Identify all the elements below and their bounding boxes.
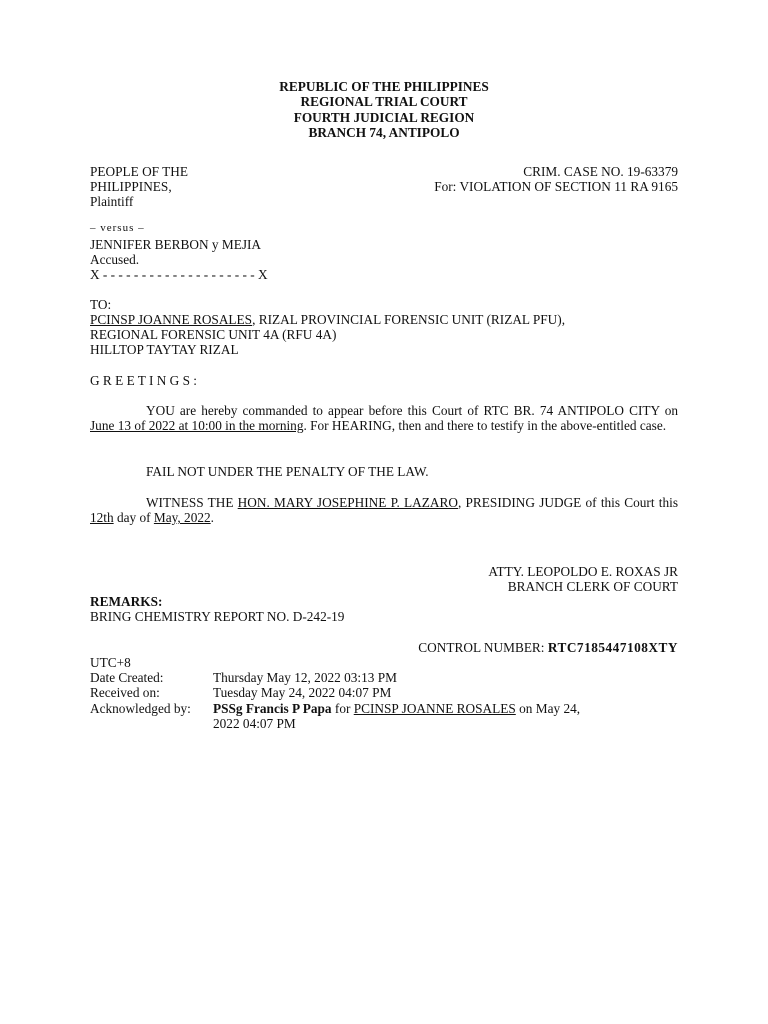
header-branch: BRANCH 74, ANTIPOLO bbox=[308, 124, 460, 140]
witness-paragraph bbox=[90, 495, 678, 526]
caption-separator: X - - - - - - - - - - - - - - - - - - - - X bbox=[90, 267, 268, 282]
plaintiff-role: Plaintiff bbox=[90, 194, 134, 209]
court-header bbox=[90, 79, 678, 140]
accused-name: JENNIFER BERBON y MEJIA bbox=[90, 237, 262, 252]
acknowledged-by: PSSg Francis P Papa bbox=[213, 701, 332, 716]
command-text-end: . For HEARING, then and there to testify in the above-entitled case. bbox=[303, 418, 667, 434]
command-text: YOU are hereby commanded to appear before this Court of RTC BR. 74 ANTIPOLO CITY on bbox=[146, 403, 678, 418]
versus-label: – versus – bbox=[90, 222, 145, 234]
addressee-line1 bbox=[90, 312, 565, 327]
fail-not-notice: FAIL NOT UNDER THE PENALTY OF THE LAW. bbox=[146, 464, 429, 479]
signatory-title: BRANCH CLERK OF COURT bbox=[507, 579, 678, 594]
addressee-unit: , RIZAL PROVINCIAL FORENSIC UNIT (RIZAL PFU), bbox=[252, 312, 566, 327]
acknowledged-for-name: PCINSP JOANNE ROSALES bbox=[353, 701, 516, 716]
signatory-name: ATTY. LEOPOLDO E. ROXAS JR bbox=[488, 564, 678, 579]
header-court: REGIONAL TRIAL COURT bbox=[300, 94, 468, 110]
addressee-line3: HILLTOP TAYTAY RIZAL bbox=[90, 342, 239, 357]
acknowledged-time: 2022 04:07 PM bbox=[213, 716, 296, 731]
acknowledged-label: Acknowledged by: bbox=[90, 701, 191, 716]
witness-day: 12th bbox=[90, 510, 114, 526]
control-number-label: CONTROL NUMBER: bbox=[418, 640, 548, 655]
received-label: Received on: bbox=[90, 685, 160, 700]
remarks-text: BRING CHEMISTRY REPORT NO. D-242-19 bbox=[90, 609, 345, 624]
judge-name: HON. MARY JOSEPHINE P. LAZARO bbox=[237, 495, 458, 510]
command-paragraph bbox=[90, 403, 678, 434]
date-created-label: Date Created: bbox=[90, 670, 164, 685]
header-republic: REPUBLIC OF THE PHILIPPINES bbox=[279, 79, 489, 94]
witness-text-mid: , PRESIDING JUDGE of this Court this bbox=[457, 495, 678, 510]
control-number-value: RTC7185447108XTY bbox=[547, 640, 678, 655]
hearing-date: June 13 of 2022 at 10:00 in the morning bbox=[90, 418, 304, 434]
remarks-label: REMARKS: bbox=[90, 594, 163, 609]
to-label: TO: bbox=[90, 297, 112, 312]
received-value: Tuesday May 24, 2022 04:07 PM bbox=[213, 685, 392, 700]
case-number: CRIM. CASE NO. 19-63379 bbox=[523, 164, 678, 179]
date-created-value: Thursday May 12, 2022 03:13 PM bbox=[213, 670, 397, 685]
accused-role: Accused. bbox=[90, 252, 140, 267]
plaintiff-line2: PHILIPPINES, bbox=[90, 179, 172, 194]
witness-month: May, 2022 bbox=[153, 510, 211, 526]
ack-for-text: for bbox=[331, 701, 354, 716]
witness-text-dayof: day of bbox=[113, 510, 154, 526]
plaintiff-line1: PEOPLE OF THE bbox=[90, 164, 189, 179]
header-region: FOURTH JUDICIAL REGION bbox=[293, 109, 475, 125]
greetings: G R E E T I N G S : bbox=[90, 373, 197, 388]
addressee-line2: REGIONAL FORENSIC UNIT 4A (RFU 4A) bbox=[90, 327, 337, 342]
control-number bbox=[418, 640, 678, 655]
timezone: UTC+8 bbox=[90, 655, 131, 670]
acknowledged-value bbox=[213, 701, 580, 716]
case-charge: For: VIOLATION OF SECTION 11 RA 9165 bbox=[434, 179, 678, 194]
ack-on-text: on May 24, bbox=[515, 701, 581, 716]
addressee-name: PCINSP JOANNE ROSALES bbox=[90, 312, 253, 327]
witness-period: . bbox=[210, 510, 214, 526]
witness-text: WITNESS THE bbox=[146, 495, 238, 510]
